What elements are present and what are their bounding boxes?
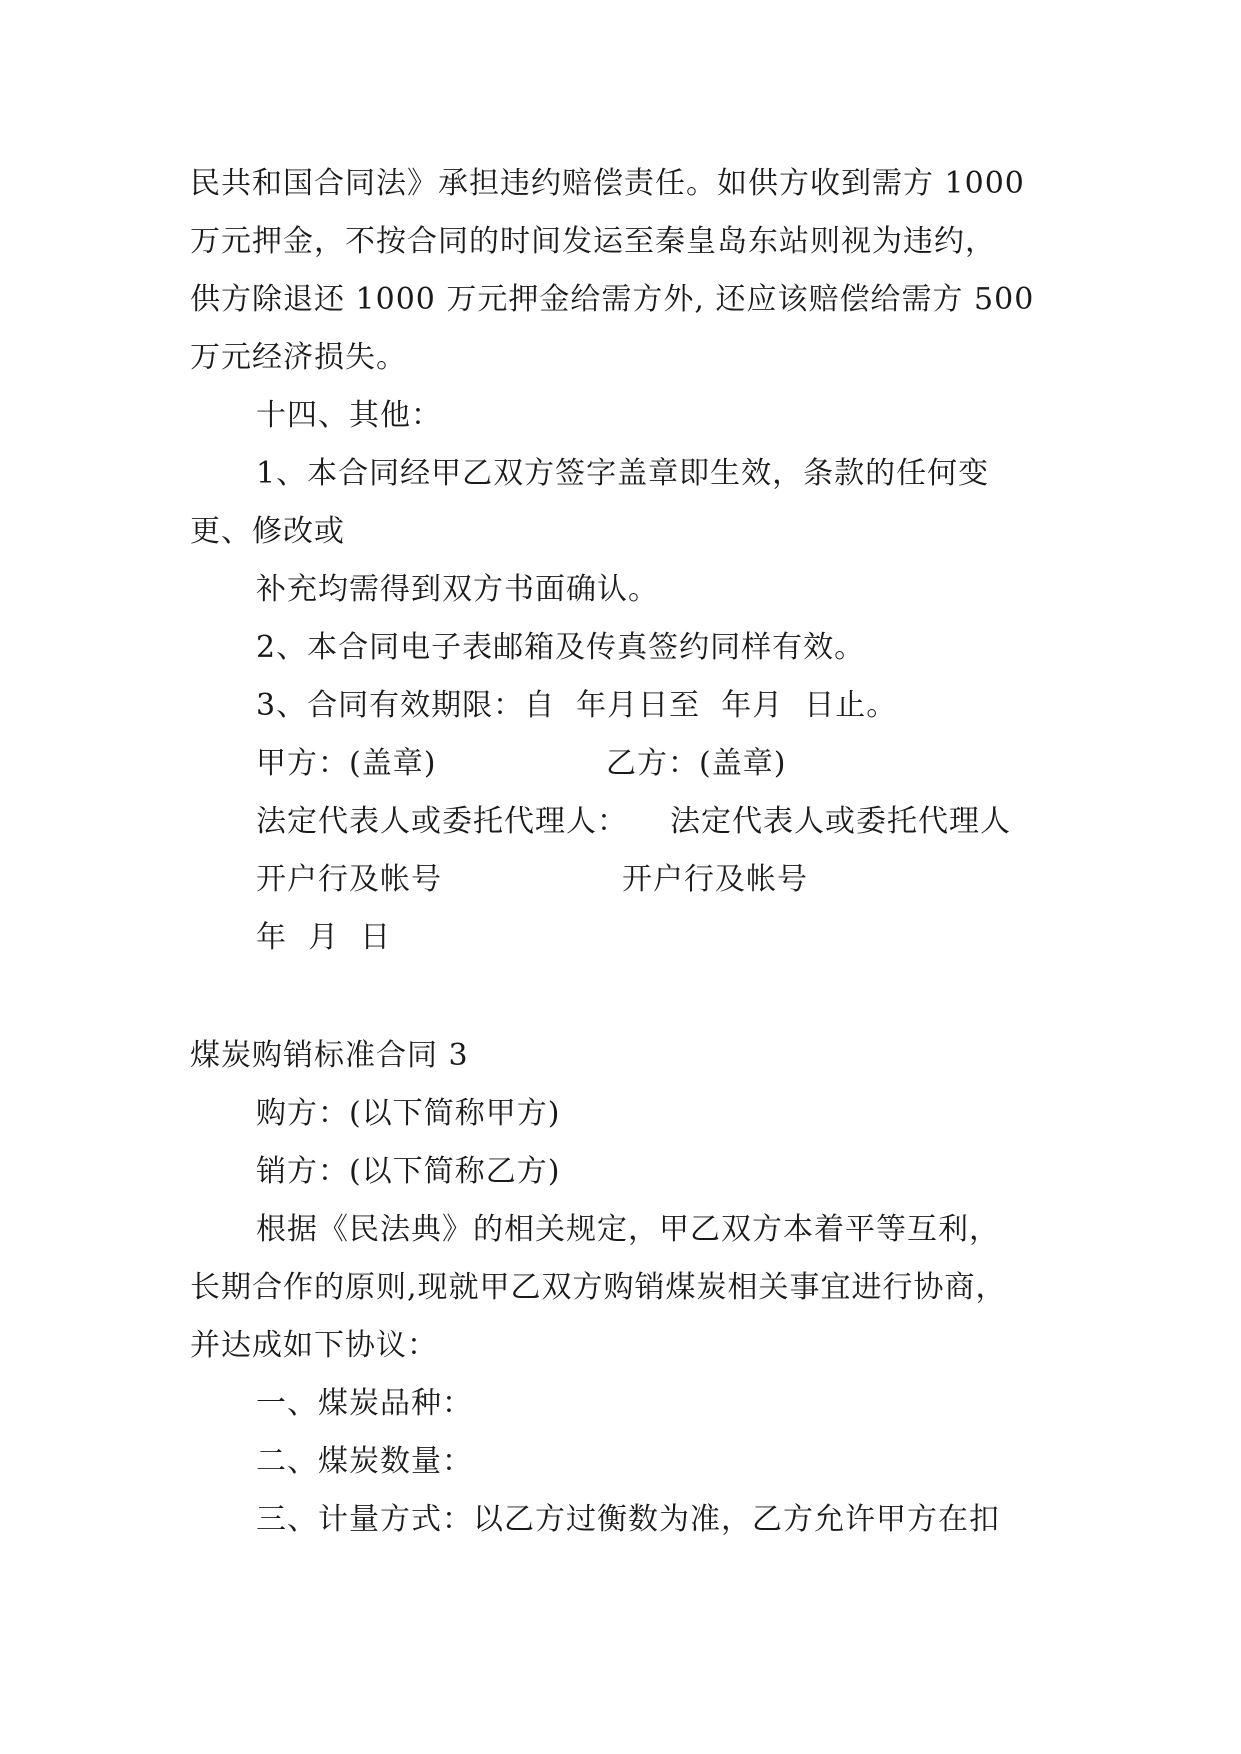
paragraph-line: 供方除退还 1000 万元押金给需方外, 还应该赔偿给需方 500	[190, 282, 1035, 317]
signature-party-b-bank: 开户行及帐号	[622, 862, 808, 897]
paragraph-line: 长期合作的原则,现就甲乙双方购销煤炭相关事宜进行协商，	[190, 1270, 1007, 1305]
signature-party-a-seal: 甲方：(盖章)	[256, 746, 437, 781]
signature-date: 年 月 日	[256, 920, 392, 955]
buyer-line: 购方：(以下简称甲方)	[256, 1096, 561, 1131]
paragraph-line: 万元经济损失。	[190, 340, 407, 375]
paragraph-line: 民共和国合同法》承担违约赔偿责任。如供方收到需方 1000	[190, 166, 1025, 201]
clause-line: 更、修改或	[190, 514, 345, 549]
signature-party-b-seal: 乙方：(盖章)	[606, 746, 787, 781]
signature-party-b-representative: 法定代表人或委托代理人	[670, 804, 1011, 839]
paragraph-line: 根据《民法典》的相关规定，甲乙双方本着平等互利，	[256, 1212, 1000, 1247]
clause-line: 三、计量方式：以乙方过衡数为准，乙方允许甲方在扣	[256, 1502, 1000, 1537]
contract-title: 煤炭购销标准合同 3	[190, 1038, 469, 1073]
clause-line: 2、本合同电子表邮箱及传真签约同样有效。	[256, 630, 866, 665]
paragraph-line: 并达成如下协议：	[190, 1328, 438, 1363]
clause-line: 1、本合同经甲乙双方签字盖章即生效，条款的任何变	[256, 456, 990, 491]
section-heading: 十四、其他：	[256, 398, 442, 433]
paragraph-line: 万元押金，不按合同的时间发运至秦皇岛东站则视为违约，	[190, 224, 996, 259]
seller-line: 销方：(以下简称乙方)	[256, 1154, 561, 1189]
clause-line: 3、合同有效期限：自 年月日至 年月 日止。	[256, 688, 898, 723]
signature-party-a-representative: 法定代表人或委托代理人：	[256, 804, 628, 839]
clause-line: 一、煤炭品种：	[256, 1386, 473, 1421]
signature-party-a-bank: 开户行及帐号	[256, 862, 442, 897]
clause-line: 二、煤炭数量：	[256, 1444, 473, 1479]
clause-line: 补充均需得到双方书面确认。	[256, 572, 659, 607]
